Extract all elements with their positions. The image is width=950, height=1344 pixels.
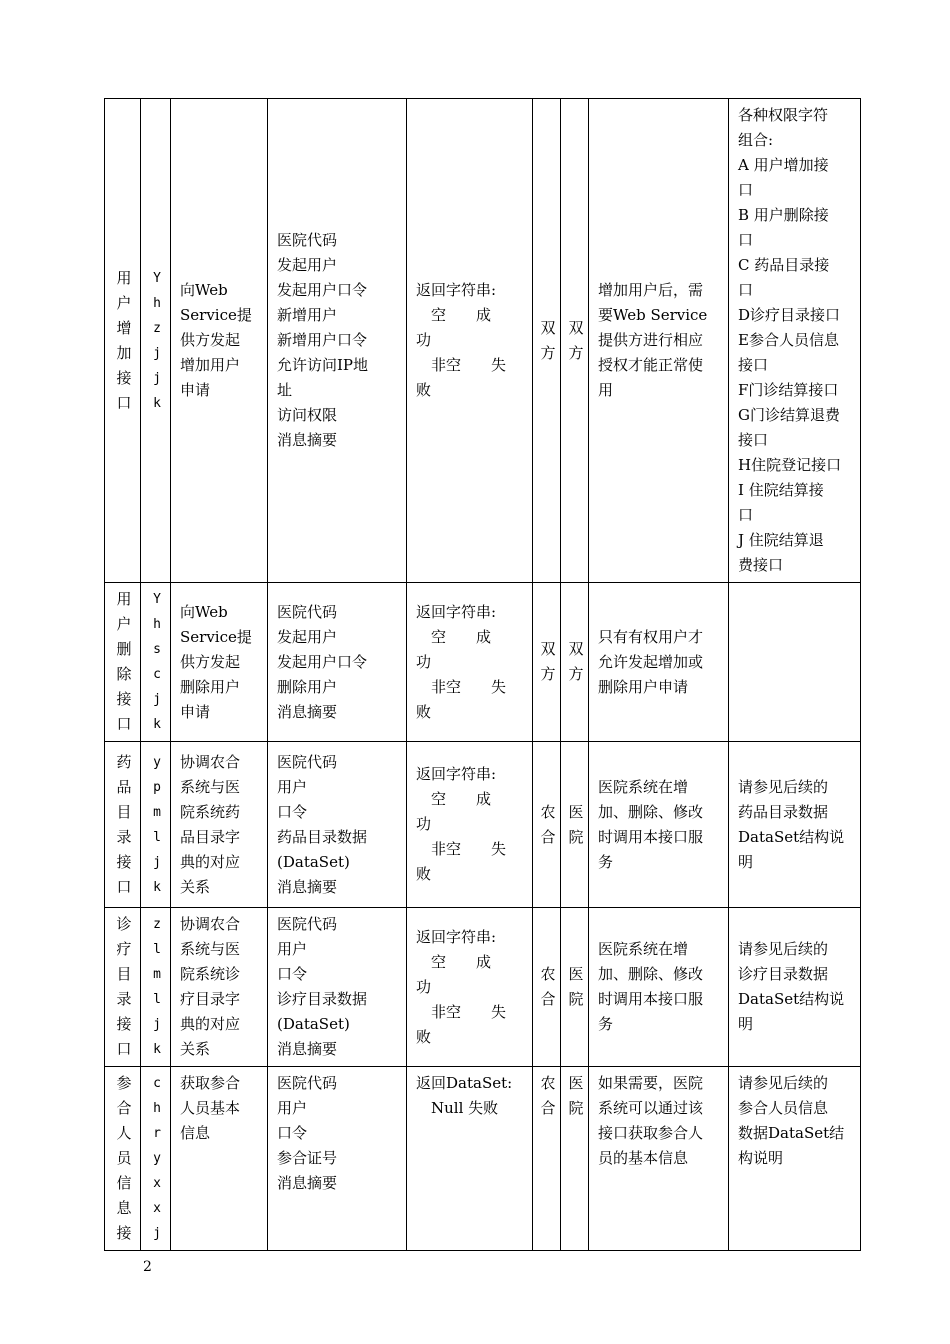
cell-text-line: 消息摘要 <box>277 1174 338 1192</box>
cell-text-line: 院 <box>568 990 584 1008</box>
note-cell <box>589 583 729 742</box>
cell-text-line: 方 <box>568 343 584 362</box>
provider-cell <box>533 908 561 1067</box>
cell-text-line: 药 <box>116 752 132 771</box>
cell-text-line: 院系统诊 <box>180 965 241 983</box>
remark-cell <box>729 1067 861 1251</box>
cell-text-line: 接 <box>116 368 132 387</box>
cell-text-line: G门诊结算退费 <box>738 406 840 424</box>
cell-text-line: 用户 <box>277 1099 308 1117</box>
cell-text-line: 如果需要，医院 <box>598 1074 704 1092</box>
interface-code-cell <box>141 742 171 908</box>
cell-text-line: 接 <box>116 852 132 871</box>
parameters-cell <box>268 583 407 742</box>
cell-text-line: 消息摘要 <box>277 431 338 449</box>
cell-text-line: h <box>153 295 161 311</box>
cell-text-line: 参合人员信息 <box>738 1099 829 1117</box>
cell-text-line: 删 <box>116 640 132 658</box>
description-cell <box>171 908 268 1067</box>
cell-text-line: 用户 <box>277 940 308 958</box>
cell-text-line: 口令 <box>277 965 308 983</box>
cell-text-line: y <box>153 1151 161 1166</box>
cell-text-line: E参合人员信息 <box>738 331 839 349</box>
parameters-cell <box>268 99 407 583</box>
cell-text-line: 关系 <box>180 1040 211 1058</box>
cell-text-line: 提供方进行相应 <box>598 331 704 349</box>
cell-text-line: 时调用本接口服 <box>598 827 704 846</box>
cell-text-line: 方 <box>568 665 584 683</box>
cell-text-line: 功 <box>416 331 432 349</box>
cell-text-line: 口 <box>116 393 132 412</box>
cell-text-line: z <box>153 917 161 932</box>
cell-text-line: 消息摘要 <box>277 702 338 721</box>
cell-text-line: m <box>153 967 161 982</box>
cell-text-line: 口 <box>116 1040 132 1058</box>
cell-text-line: 口令 <box>277 1124 308 1142</box>
description-cell <box>171 99 268 583</box>
cell-text-line: 口 <box>738 181 754 199</box>
cell-text-line: 典的对应 <box>180 852 241 871</box>
cell-text-line: 构说明 <box>738 1149 784 1167</box>
parameters-cell <box>268 908 407 1067</box>
cell-text-line: J 住院结算退 <box>738 531 824 549</box>
cell-text-line: 疗 <box>116 940 132 958</box>
cell-text-line: 口 <box>116 715 132 733</box>
cell-text-line: 删除用户申请 <box>598 677 689 696</box>
cell-text-line: 协调农合 <box>180 915 241 933</box>
table-row <box>105 908 861 1067</box>
cell-text-line: 双 <box>568 640 584 658</box>
cell-text-line: 药品目录数据 <box>738 802 829 821</box>
cell-text-line: 败 <box>416 381 432 399</box>
cell-text-line: 除 <box>116 665 132 683</box>
cell-text-line: 非空 失 <box>416 1002 507 1021</box>
cell-text-line: 接 <box>116 690 132 708</box>
cell-text-line: 返回字符串: <box>416 602 497 621</box>
cell-text-line: 返回字符串: <box>416 927 497 946</box>
parameters-cell <box>268 1067 407 1251</box>
cell-text-line: z <box>153 320 161 336</box>
cell-text-line: 参合证号 <box>277 1149 338 1167</box>
cell-text-line: 空 成 <box>416 952 492 971</box>
cell-text-line: Null 失败 <box>416 1099 499 1117</box>
cell-text-line: 明 <box>738 852 754 871</box>
cell-text-line: C 药品目录接 <box>738 256 830 274</box>
cell-text-line: 加、删除、修改 <box>598 802 704 821</box>
cell-text-line: 信息 <box>180 1124 211 1142</box>
cell-text-line: 授权才能正常使 <box>598 356 704 374</box>
remark-cell <box>729 99 861 583</box>
note-cell <box>589 99 729 583</box>
cell-text-line: 费接口 <box>738 556 784 574</box>
cell-text-line: 败 <box>416 865 432 883</box>
cell-text-line: 用户 <box>277 777 308 796</box>
cell-text-line: Y <box>153 592 161 607</box>
cell-text-line: DataSet结构说 <box>738 827 845 846</box>
cell-text-line: j <box>153 692 161 707</box>
cell-text-line: 返回DataSet: <box>416 1074 513 1092</box>
cell-text-line: 接口 <box>738 431 769 449</box>
cell-text-line: 院系统药 <box>180 802 241 821</box>
cell-text-line: 疗目录字 <box>180 990 241 1008</box>
cell-text-line: m <box>153 804 161 820</box>
cell-text-line: 发起用户口令 <box>277 652 368 671</box>
cell-text-line: 口 <box>738 506 754 524</box>
cell-text-line: 只有有权用户才 <box>598 627 704 646</box>
cell-text-line: j <box>153 854 161 870</box>
cell-text-line: 空 成 <box>416 306 492 324</box>
caller-cell <box>561 908 589 1067</box>
return-value-cell <box>407 99 533 583</box>
cell-text-line: 息 <box>116 1199 132 1217</box>
caller-cell <box>561 99 589 583</box>
cell-text-line: 非空 失 <box>416 677 507 696</box>
cell-text-line: A 用户增加接 <box>738 156 829 174</box>
description-cell <box>171 583 268 742</box>
cell-text-line: j <box>153 1017 161 1032</box>
cell-text-line: x <box>153 1176 161 1191</box>
cell-text-line: p <box>153 779 161 795</box>
return-value-cell <box>407 742 533 908</box>
cell-text-line: 用 <box>116 590 132 608</box>
cell-text-line: 返回字符串: <box>416 765 497 783</box>
cell-text-line: Service提 <box>180 627 252 646</box>
cell-text-line: s <box>153 642 161 657</box>
cell-text-line: h <box>153 617 161 632</box>
cell-text-line: 医院代码 <box>277 1074 338 1092</box>
cell-text-line: 关系 <box>180 877 211 896</box>
cell-text-line: 空 成 <box>416 627 492 646</box>
cell-text-line: 非空 失 <box>416 356 507 374</box>
cell-text-line: 用 <box>598 381 614 399</box>
cell-text-line: 员的基本信息 <box>598 1149 689 1167</box>
cell-text-line: 口 <box>738 281 754 299</box>
cell-text-line: 数据DataSet结 <box>738 1124 845 1142</box>
cell-text-line: 诊疗目录数据 <box>277 990 368 1008</box>
cell-text-line: 医院代码 <box>277 602 338 621</box>
cell-text-line: 申请 <box>180 381 211 399</box>
cell-text-line: 口 <box>116 877 132 896</box>
table-row <box>105 99 861 583</box>
cell-text-line: 功 <box>416 652 432 671</box>
cell-text-line: I 住院结算接 <box>738 481 824 499</box>
cell-text-line: 方 <box>540 343 556 362</box>
cell-text-line: l <box>153 942 161 957</box>
cell-text-line: 向Web <box>180 281 228 299</box>
description-cell <box>171 1067 268 1251</box>
remark-cell <box>729 908 861 1067</box>
interface-code-cell <box>141 99 171 583</box>
parameters-cell <box>268 742 407 908</box>
cell-text-line: 务 <box>598 852 614 871</box>
interface-code-cell <box>141 1067 171 1251</box>
provider-cell <box>533 742 561 908</box>
cell-text-line: 败 <box>416 702 432 721</box>
return-value-cell <box>407 583 533 742</box>
cell-text-line: 供方发起 <box>180 652 241 671</box>
cell-text-line: k <box>153 717 161 732</box>
cell-text-line: Service提 <box>180 306 252 324</box>
note-cell <box>589 742 729 908</box>
cell-text-line: h <box>153 1101 161 1116</box>
cell-text-line: DataSet结构说 <box>738 990 845 1008</box>
cell-text-line: 信 <box>116 1174 132 1192</box>
interface-name-cell <box>105 1067 141 1251</box>
description-cell <box>171 742 268 908</box>
cell-text-line: 发起用户口令 <box>277 281 368 299</box>
caller-cell <box>561 742 589 908</box>
cell-text-line: 加、删除、修改 <box>598 965 704 983</box>
cell-text-line: 口 <box>738 231 754 249</box>
cell-text-line: 农 <box>540 965 556 983</box>
cell-text-line: H住院登记接口 <box>738 456 842 474</box>
cell-text-line: 接 <box>116 1015 132 1033</box>
note-cell <box>589 908 729 1067</box>
cell-text-line: 供方发起 <box>180 331 241 349</box>
cell-text-line: 要Web Service <box>598 306 708 324</box>
cell-text-line: 双 <box>540 640 556 658</box>
cell-text-line: 人员基本 <box>180 1099 241 1117</box>
table-row <box>105 742 861 908</box>
caller-cell <box>561 583 589 742</box>
cell-text-line: F门诊结算接口 <box>738 381 839 399</box>
cell-text-line: 医 <box>568 1074 584 1092</box>
cell-text-line: 删除用户 <box>180 677 241 696</box>
cell-text-line: 合 <box>540 1099 556 1117</box>
interface-code-cell <box>141 583 171 742</box>
cell-text-line: 新增用户口令 <box>277 331 368 349</box>
cell-text-line: 接口 <box>738 356 769 374</box>
interface-name-cell <box>105 99 141 583</box>
interface-name-cell <box>105 908 141 1067</box>
cell-text-line: 员 <box>116 1149 132 1167</box>
cell-text-line: D诊疗目录接口 <box>738 306 841 324</box>
provider-cell <box>533 99 561 583</box>
cell-text-line: 医院代码 <box>277 915 338 933</box>
cell-text-line: 口令 <box>277 802 308 821</box>
return-value-cell <box>407 908 533 1067</box>
cell-text-line: k <box>153 395 161 411</box>
cell-text-line: 农 <box>540 1074 556 1092</box>
cell-text-line: 目 <box>116 965 132 983</box>
cell-text-line: 访问权限 <box>277 406 338 424</box>
interface-name-cell <box>105 742 141 908</box>
cell-text-line: 消息摘要 <box>277 1040 338 1058</box>
cell-text-line: 户 <box>116 293 132 312</box>
cell-text-line: 增加用户 <box>180 356 241 374</box>
cell-text-line: 败 <box>416 1027 432 1046</box>
cell-text-line: 院 <box>568 1099 584 1117</box>
cell-text-line: 医院系统在增 <box>598 777 689 796</box>
caller-cell <box>561 1067 589 1251</box>
cell-text-line: j <box>153 370 161 386</box>
cell-text-line: 接口获取参合人 <box>598 1124 704 1142</box>
page-number: 2 <box>143 1259 152 1275</box>
cell-text-line: 双 <box>568 318 584 337</box>
cell-text-line: 新增用户 <box>277 306 338 324</box>
cell-text-line: x <box>153 1201 161 1216</box>
cell-text-line: 目 <box>116 802 132 821</box>
cell-text-line: 协调农合 <box>180 752 241 771</box>
cell-text-line: 空 成 <box>416 790 492 808</box>
table-row <box>105 583 861 742</box>
cell-text-line: 录 <box>116 827 132 846</box>
cell-text-line: 合 <box>540 990 556 1008</box>
cell-text-line: 请参见后续的 <box>738 777 829 796</box>
cell-text-line: 双 <box>540 318 556 337</box>
cell-text-line: 接 <box>116 1224 132 1242</box>
cell-text-line: 请参见后续的 <box>738 940 829 958</box>
cell-text-line: 发起用户 <box>277 256 338 274</box>
cell-text-line: 录 <box>116 990 132 1008</box>
cell-text-line: 明 <box>738 1015 754 1033</box>
cell-text-line: 增 <box>116 318 132 337</box>
cell-text-line: 户 <box>116 615 132 633</box>
cell-text-line: k <box>153 1042 161 1057</box>
cell-text-line: 申请 <box>180 702 211 721</box>
cell-text-line: (DataSet) <box>277 1015 350 1033</box>
cell-text-line: 方 <box>540 665 556 683</box>
cell-text-line: Y <box>153 270 161 286</box>
cell-text-line: 医院代码 <box>277 752 338 771</box>
cell-text-line: r <box>153 1126 161 1141</box>
cell-text-line: 人 <box>116 1124 132 1142</box>
cell-text-line: j <box>153 345 161 361</box>
cell-text-line: 返回字符串: <box>416 281 497 299</box>
return-value-cell <box>407 1067 533 1251</box>
cell-text-line: 医院代码 <box>277 231 338 249</box>
remark-cell <box>729 742 861 908</box>
cell-text-line: 医 <box>568 965 584 983</box>
cell-text-line: B 用户删除接 <box>738 206 829 224</box>
cell-text-line: 请参见后续的 <box>738 1074 829 1092</box>
cell-text-line: 增加用户后，需 <box>598 281 704 299</box>
cell-text-line: 发起用户 <box>277 627 338 646</box>
interface-code-cell <box>141 908 171 1067</box>
provider-cell <box>533 583 561 742</box>
cell-text-line: c <box>153 1076 161 1091</box>
cell-text-line: l <box>153 829 161 845</box>
cell-text-line: 用 <box>116 268 132 287</box>
cell-text-line: 允许访问IP地 <box>277 356 369 374</box>
cell-text-line: 加 <box>116 343 132 362</box>
cell-text-line: 医 <box>568 802 584 821</box>
cell-text-line: 系统与医 <box>180 777 241 796</box>
provider-cell <box>533 1067 561 1251</box>
cell-text-line: 院 <box>568 827 584 846</box>
cell-text-line: 品 <box>116 777 132 796</box>
cell-text-line: k <box>153 879 161 895</box>
cell-text-line: 务 <box>598 1015 614 1033</box>
cell-text-line: 诊 <box>116 915 132 933</box>
cell-text-line: 医院系统在增 <box>598 940 689 958</box>
table-body <box>105 99 861 1251</box>
cell-text-line: 删除用户 <box>277 677 338 696</box>
cell-text-line: 系统与医 <box>180 940 241 958</box>
cell-text-line: 消息摘要 <box>277 877 338 896</box>
cell-text-line: 品目录字 <box>180 827 241 846</box>
cell-text-line: 农 <box>540 802 556 821</box>
cell-text-line: 各种权限字符 <box>738 106 829 124</box>
cell-text-line: 合 <box>116 1099 132 1117</box>
cell-text-line: 合 <box>540 827 556 846</box>
cell-text-line: 非空 失 <box>416 840 507 858</box>
cell-text-line: 诊疗目录数据 <box>738 965 829 983</box>
cell-text-line: y <box>153 754 161 770</box>
cell-text-line: 组合: <box>738 131 774 149</box>
cell-text-line: 系统可以通过该 <box>598 1099 704 1117</box>
cell-text-line: 功 <box>416 815 432 833</box>
cell-text-line: 时调用本接口服 <box>598 990 704 1008</box>
cell-text-line: c <box>153 667 161 682</box>
cell-text-line: j <box>153 1226 161 1241</box>
cell-text-line: l <box>153 992 161 1007</box>
note-cell <box>589 1067 729 1251</box>
cell-text-line: (DataSet) <box>277 852 350 871</box>
cell-text-line: 参 <box>116 1074 132 1092</box>
cell-text-line: 药品目录数据 <box>277 827 368 846</box>
cell-text-line: 典的对应 <box>180 1015 241 1033</box>
interface-name-cell <box>105 583 141 742</box>
remark-cell <box>729 583 861 742</box>
interface-spec-table <box>104 98 861 1251</box>
cell-text-line: 功 <box>416 977 432 996</box>
cell-text-line: 获取参合 <box>180 1074 241 1092</box>
cell-text-line: 址 <box>277 381 293 399</box>
cell-text-line: 允许发起增加或 <box>598 652 704 671</box>
table-row <box>105 1067 861 1251</box>
cell-text-line: 向Web <box>180 602 228 621</box>
